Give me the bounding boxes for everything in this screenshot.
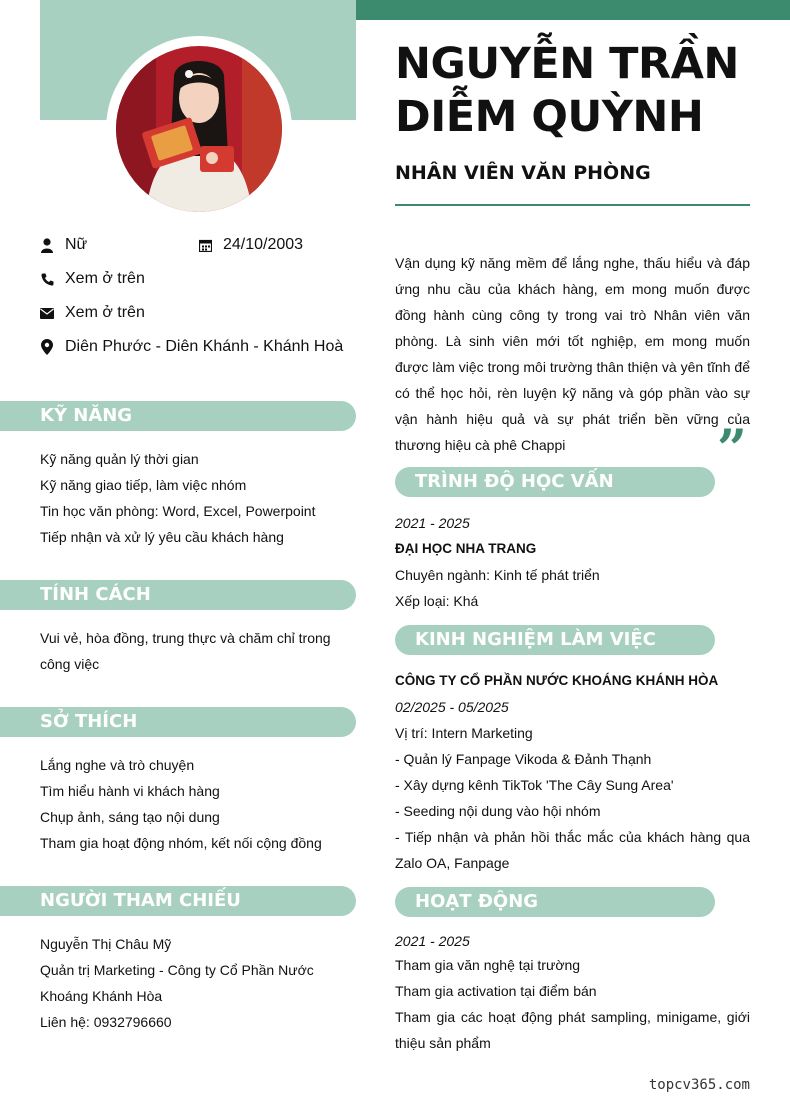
education-rank: Xếp loại: Khá <box>395 593 479 609</box>
profile-photo-image <box>116 46 282 212</box>
address-value: Diên Phước - Diên Khánh - Khánh Hoà <box>65 338 344 355</box>
list-item: Kỹ năng giao tiếp, làm việc nhóm <box>40 477 247 493</box>
education-block <box>395 510 600 614</box>
hobbies-heading <box>0 707 356 737</box>
email-value: Xem ở trên <box>65 304 145 321</box>
experience-company: CÔNG TY CỔ PHẦN NƯỚC KHOÁNG KHÁNH HÒA <box>395 673 719 688</box>
personality-heading-label: TÍNH CÁCH <box>40 584 151 605</box>
avatar <box>116 46 282 212</box>
hobbies-heading-label: SỞ THÍCH <box>40 711 138 732</box>
address-row <box>40 338 343 356</box>
hobbies-list <box>40 752 322 856</box>
list-item: - Quản lý Fanpage Vikoda & Đảnh Thạnh <box>395 751 652 767</box>
footer-watermark: topcv365.com <box>648 1077 750 1093</box>
education-heading <box>395 467 715 497</box>
experience-heading <box>395 625 715 655</box>
experience-block <box>395 668 750 876</box>
list-item: Tham gia hoạt động nhóm, kết nối cộng đồng <box>40 835 322 851</box>
references-block <box>40 931 320 1035</box>
reference-name: Nguyễn Thị Châu Mỹ <box>40 936 172 952</box>
list-item: Vị trí: Intern Marketing <box>395 725 533 741</box>
birthday-value: 24/10/2003 <box>223 236 304 253</box>
list-item: Tiếp nhận và xử lý yêu cầu khách hàng <box>40 529 284 545</box>
education-period: 2021 - 2025 <box>395 515 470 531</box>
birthday-row <box>198 236 303 254</box>
name-line-2: DIỄM QUỲNH <box>395 92 704 142</box>
experience-period: 02/2025 - 05/2025 <box>395 699 509 715</box>
list-item: Tin học văn phòng: Word, Excel, Powerpoint <box>40 503 316 519</box>
education-heading-label: TRÌNH ĐỘ HỌC VẤN <box>415 471 614 492</box>
list-item: Tham gia văn nghệ tại trường <box>395 957 581 973</box>
calendar-icon <box>198 237 212 253</box>
location-pin-icon <box>40 339 54 355</box>
job-title: NHÂN VIÊN VĂN PHÒNG <box>395 162 651 184</box>
activities-heading <box>395 887 715 917</box>
envelope-icon <box>40 305 54 321</box>
list-item: Tham gia activation tại điểm bán <box>395 983 597 999</box>
activities-period: 2021 - 2025 <box>395 933 470 949</box>
list-item: Chụp ảnh, sáng tạo nội dung <box>40 809 220 825</box>
person-icon <box>40 237 54 253</box>
name-line-1: NGUYỄN TRẦN <box>395 39 739 89</box>
activities-heading-label: HOẠT ĐỘNG <box>415 891 539 912</box>
list-item: Tìm hiểu hành vi khách hàng <box>40 783 220 799</box>
list-item: Lắng nghe và trò chuyện <box>40 757 195 773</box>
top-accent-band <box>356 0 790 20</box>
email-row <box>40 304 145 322</box>
list-item: Tham gia các hoạt động phát sampling, minigame, giới thiệu sản phẩm <box>395 1009 750 1051</box>
phone-row <box>40 270 145 288</box>
education-school: ĐẠI HỌC NHA TRANG <box>395 541 537 556</box>
gender-value: Nữ <box>65 236 88 253</box>
reference-contact: Liên hệ: 0932796660 <box>40 1014 172 1030</box>
personality-heading <box>0 580 356 610</box>
phone-value: Xem ở trên <box>65 270 145 287</box>
list-item: - Seeding nội dung vào hội nhóm <box>395 803 601 819</box>
title-divider <box>395 204 750 206</box>
list-item: - Xây dựng kênh TikTok 'The Cây Sung Area' <box>395 777 674 793</box>
activities-block <box>395 930 750 1056</box>
list-item: Kỹ năng quản lý thời gian <box>40 451 199 467</box>
references-heading-label: NGƯỜI THAM CHIẾU <box>40 890 241 911</box>
career-objective: Vận dụng kỹ năng mềm để lắng nghe, thấu hiểu và đáp ứng nhu cầu của khách hàng, em mong muốn được đồng hành cùng công ty trong vai trò Nhân viên văn phòng. Là sinh viên mới tốt nghiệp, em mong muốn được làm việc trong môi trường thân thiện và yên tĩnh để có thể học hỏi, rèn luyện kỹ năng và góp phần vào sự vận hành hiệu quả và sự phát triển bền vững của thương hiệu cà phê Chappi <box>395 255 750 453</box>
experience-heading-label: KINH NGHIỆM LÀM VIỆC <box>415 629 656 650</box>
education-major: Chuyên ngành: Kinh tế phát triển <box>395 567 600 583</box>
personality-text: Vui vẻ, hòa đồng, trung thực và chăm chỉ trong công việc <box>40 630 331 672</box>
skills-heading <box>0 401 356 431</box>
reference-position: Quản trị Marketing - Công ty Cổ Phần Nước Khoáng Khánh Hòa <box>40 962 314 1004</box>
skills-heading-label: KỸ NĂNG <box>40 405 133 426</box>
gender-row <box>40 236 87 254</box>
list-item: - Tiếp nhận và phản hồi thắc mắc của khách hàng qua Zalo OA, Fanpage <box>395 829 750 871</box>
phone-icon <box>40 271 54 287</box>
quote-mark-icon: ” <box>717 419 747 480</box>
skills-list <box>40 446 315 550</box>
candidate-name <box>395 38 775 144</box>
references-heading <box>0 886 356 916</box>
